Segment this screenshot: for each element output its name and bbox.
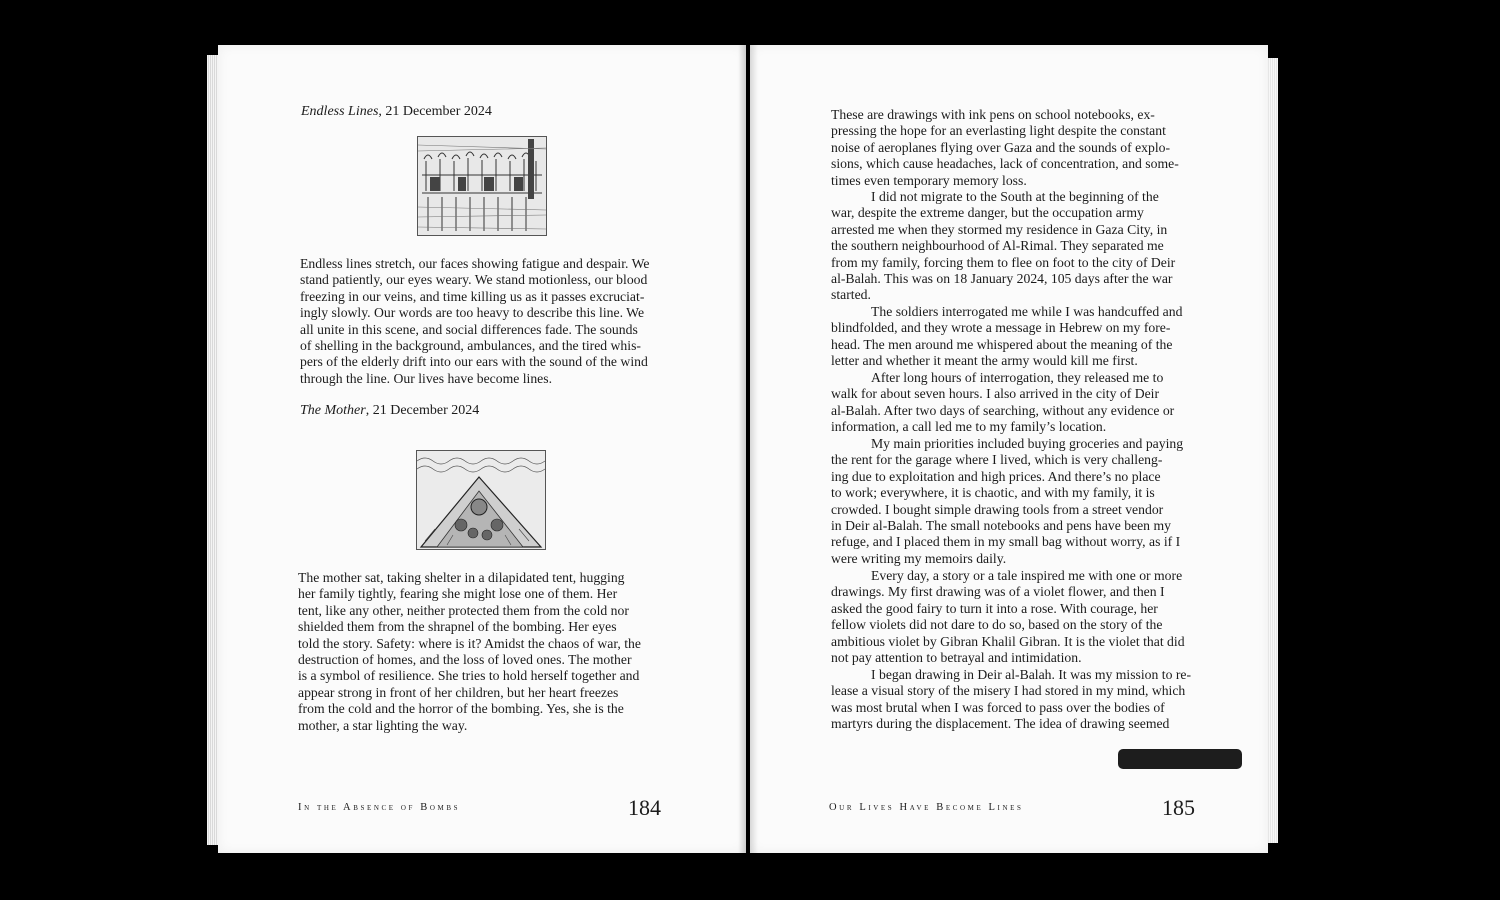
page-number-left: 184 [628, 795, 661, 820]
book-gutter [738, 45, 758, 853]
drawing-the-mother [416, 450, 546, 550]
entry-title-italic: The Mother [300, 403, 366, 418]
paragraph-2: I did not migrate to the South at the beginning of the war, despite the extreme danger, but the occupation army arrested me when they stormed my residence in Gaza City, in the southern neighbourhood of Al-Rimal. They separated me from my family, forcing them to flee on foot to the city of Deir al-Balah. This was on 18 January 2024, 105 days after the war started. [831, 189, 1176, 303]
entry-title-the-mother [300, 403, 479, 419]
entry-text-endless-lines: Endless lines stretch, our faces showing fatigue and despair. We stand patiently, our eyes weary. We stand motionless, our blood freezing in our veins, and time killing us as it passes excruciat- ingly slowly. Our words are too heavy to describe this line. We all unite in this scene, and social differences fade. The sounds of shelling in the background, ambulances, and the tired whis- pers of the elderly drift into our ears with the sound of the wind through the line. Our lives have become lines. [300, 256, 650, 386]
running-head-right: Our Lives Have Become Lines [829, 802, 1024, 813]
page-number-right: 185 [1162, 795, 1195, 820]
running-head-left: In the Absence of Bombs [298, 802, 461, 813]
entry-text-the-mother: The mother sat, taking shelter in a dilapidated tent, hugging her family tightly, fearing she might lose one of them. Her tent, like any other, neither protected them from the cold nor shielded them from the shrapnel of the bombing. Her eyes told the story. Safety: where is it? Amidst the chaos of war, the destruction of homes, and the loss of loved ones. The mother is a symbol of resilience. She tries to hold herself together and appear strong in front of her children, but her heart freezes from the cold and the horror of the bombing. Yes, she is the mother, a star lighting the way. [298, 570, 641, 733]
paragraph-5: My main priorities included buying groceries and paying the rent for the garage where I lived, which is very challeng- ing due to exploitation and high prices. And there’s no place to work; everywhere, it is chaotic, and with my family, it is crowded. I bought simple drawing tools from a street vendor in Deir al-Balah. The small notebooks and pens have been my refuge, and I placed them in my small bag without worry, as if I were writing my memoirs daily. [831, 436, 1184, 566]
paragraph-1: These are drawings with ink pens on school notebooks, ex- pressing the hope for an everlasting light despite the constant noise of aeroplanes flying over Gaza and the sounds of explo- sions, which cause headaches, lack of concentration, and some- times even temporary memory loss. [831, 107, 1179, 188]
paragraph-6: Every day, a story or a tale inspired me with one or more drawings. My first drawing was of a violet flower, and then I asked the good fairy to turn it into a rose. With courage, her fellow violets did not dare to do so, based on the story of the ambitious violet by Gibran Khalil Gibran. It is the violet that did not pay attention to betrayal and intimidation. [831, 568, 1185, 666]
entry-title-date: , 21 December 2024 [365, 403, 480, 418]
paragraph-3: The soldiers interrogated me while I was handcuffed and blindfolded, and they wrote a message in Hebrew on my fore- head. The men around me whispered about the meaning of the letter and whether it meant the army would kill me first. [831, 304, 1183, 369]
entry-title-italic: Endless Lines [301, 104, 379, 119]
paragraph-7: I began drawing in Deir al-Balah. It was my mission to re- lease a visual story of the misery I had stored in my mind, which was most brutal when I was forced to pass over the bodies of martyrs during the displacement. The idea of drawing seemed [831, 667, 1192, 732]
drawing-endless-lines [417, 136, 547, 236]
redaction-bar [1118, 749, 1242, 769]
entry-title-date: , 21 December 2024 [378, 104, 492, 119]
paragraph-4: After long hours of interrogation, they released me to walk for about seven hours. I also arrived in the city of Deir al-Balah. After two days of searching, without any evidence or information, a call led me to my family’s location. [831, 370, 1175, 435]
entry-title-endless-lines [301, 104, 492, 120]
